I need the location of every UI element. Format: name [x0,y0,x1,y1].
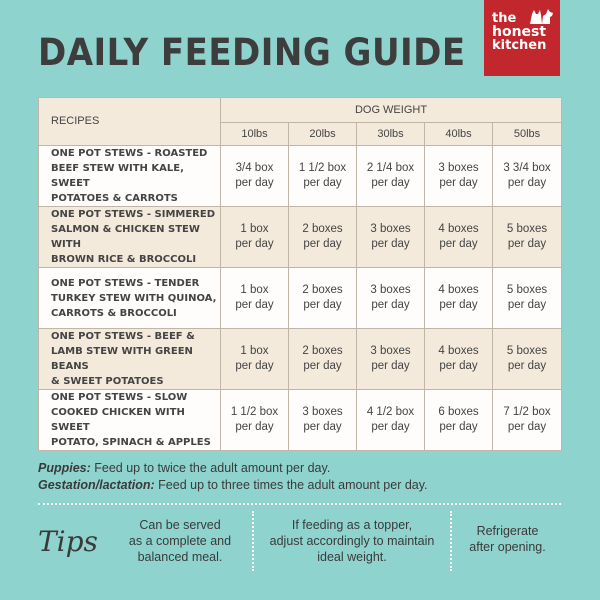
note-text: Feed up to three times the adult amount per day. [154,478,428,492]
amount-line: 6 boxes [438,406,479,418]
recipe-name-line: ONE POT STEWS - BEEF & [51,331,195,342]
amount-line: per day [371,421,410,433]
logo-line-1: the [492,11,517,26]
amount-cell [221,329,289,390]
tip-line: ideal weight. [317,550,387,564]
amount-cell [493,207,562,268]
recipe-name [39,390,221,451]
amount-cell [289,268,357,329]
amount-line: per day [507,238,547,250]
recipe-name-line: SALMON & CHICKEN STEW WITH [51,224,200,250]
recipe-name-line: COOKED CHICKEN WITH SWEET [51,407,185,433]
feeding-table [38,97,562,451]
amount-line: 4 boxes [438,223,479,235]
amount-cell [289,390,357,451]
amount-line: 1 box [240,223,269,235]
feeding-notes [38,460,568,494]
tips-section [38,511,561,581]
amount-line: per day [439,299,478,311]
tip-divider [450,511,452,571]
amount-line: 1 1/2 box [298,162,347,174]
amount-line: per day [235,360,274,372]
note-puppies [38,460,568,477]
amount-cell [221,207,289,268]
amount-line: per day [439,360,478,372]
amount-line: 7 1/2 box [503,406,551,418]
cat-dog-icon [528,6,554,26]
weight-header-30lbs: 30lbs [357,123,425,146]
dog-weight-header: DOG WEIGHT [221,98,562,123]
amount-line: per day [235,177,274,189]
table-row [39,268,562,329]
recipe-name-line: BROWN RICE & BROCCOLI [51,254,197,265]
recipe-name-line: ONE POT STEWS - SLOW [51,392,188,403]
weight-header-50lbs: 50lbs [493,123,562,146]
amount-cell [425,146,493,207]
logo-line-3: kitchen [492,38,547,53]
note-label: Gestation/lactation: [38,478,155,492]
amount-line: 3 boxes [302,406,343,418]
tip-refrigerate [454,523,561,555]
weight-header-20lbs: 20lbs [289,123,357,146]
recipe-name-line: ONE POT STEWS - ROASTED [51,148,208,159]
amount-cell [357,329,425,390]
amount-line: 4 1/2 box [366,406,415,418]
amount-cell [289,329,357,390]
amount-line: 2 boxes [302,345,343,357]
weight-header-10lbs: 10lbs [221,123,289,146]
amount-line: 2 1/4 box [366,162,415,174]
recipe-name [39,329,221,390]
note-text: Feed up to twice the adult amount per day. [90,461,331,475]
amount-line: per day [439,238,478,250]
amount-line: 3 boxes [370,223,411,235]
tip-served [114,517,246,565]
amount-line: per day [507,299,547,311]
table-row [39,329,562,390]
amount-line: per day [235,238,274,250]
amount-cell [221,390,289,451]
amount-cell [221,146,289,207]
recipe-name-line: POTATO, SPINACH & APPLES [51,437,211,448]
recipe-name-line: LAMB STEW WITH GREEN BEANS [51,346,193,372]
amount-line: 1 box [240,345,269,357]
amount-line: 5 boxes [506,284,548,296]
amount-cell [425,329,493,390]
amount-line: 5 boxes [506,223,548,235]
note-gestation [38,477,568,494]
page-title: DAILY FEEDING GUIDE [38,31,466,74]
recipe-name-line: CARROTS & BROCCOLI [51,307,177,319]
amount-line: per day [371,238,410,250]
recipe-name-line: ONE POT STEWS - TENDER [51,277,200,289]
tip-line: If feeding as a topper, [291,518,413,532]
recipe-name-line: BEEF STEW WITH KALE, SWEET [51,163,184,189]
logo-line-2: honest [492,24,547,40]
amount-line: per day [507,360,547,372]
amount-line: per day [439,177,478,189]
amount-cell [425,268,493,329]
amount-cell [425,390,493,451]
recipe-name [39,207,221,268]
tip-line: adjust accordingly to maintain [269,534,435,548]
amount-cell [425,207,493,268]
amount-line: per day [439,421,478,433]
amount-line: per day [371,360,410,372]
amount-line: 3/4 box [235,162,274,174]
note-label: Puppies: [38,461,91,475]
amount-line: per day [507,421,547,433]
amount-line: per day [235,421,274,433]
amount-line: 3 3/4 box [503,162,551,174]
tip-line: balanced meal. [137,550,223,564]
amount-cell [289,207,357,268]
amount-cell [493,146,562,207]
amount-cell [357,268,425,329]
tip-line: Refrigerate [476,524,539,538]
amount-cell [493,329,562,390]
amount-cell [357,207,425,268]
amount-line: 1 box [240,284,269,296]
amount-line: 1 1/2 box [230,406,279,418]
recipe-name-line: POTATOES & CARROTS [51,193,178,204]
amount-line: 3 boxes [370,284,411,296]
amount-cell [493,268,562,329]
amount-line: 4 boxes [438,345,479,357]
brand-logo [484,0,560,76]
tip-divider [252,511,254,571]
amount-line: per day [507,177,547,189]
recipe-name-line: TURKEY STEW WITH QUINOA, [51,292,217,304]
weight-header-40lbs: 40lbs [425,123,493,146]
amount-line: 2 boxes [302,223,343,235]
amount-line: per day [371,177,410,189]
recipe-name [39,146,221,207]
tips-label: Tips [38,525,98,558]
recipes-header: RECIPES [39,98,221,146]
amount-line: 2 boxes [302,284,343,296]
amount-cell [493,390,562,451]
recipe-name [39,268,221,329]
amount-line: per day [371,299,410,311]
amount-line: 5 boxes [506,345,548,357]
amount-cell [357,146,425,207]
table-row [39,146,562,207]
amount-line: per day [303,421,342,433]
amount-line: per day [303,299,342,311]
tip-line: after opening. [469,540,546,554]
recipe-name-line: ONE POT STEWS - SIMMERED [51,209,216,220]
amount-line: 3 boxes [370,345,411,357]
amount-line: per day [303,238,342,250]
tip-line: Can be served [139,518,221,532]
amount-cell [221,268,289,329]
amount-line: 3 boxes [438,162,479,174]
recipe-name-line: & SWEET POTATOES [51,376,164,387]
tip-line: as a complete and [128,534,232,548]
table-row [39,207,562,268]
amount-line: 4 boxes [438,284,479,296]
amount-line: per day [303,360,342,372]
amount-line: per day [303,177,342,189]
tip-topper [256,517,448,565]
table-row [39,390,562,451]
amount-cell [289,146,357,207]
divider-top [38,503,561,505]
amount-cell [357,390,425,451]
amount-line: per day [235,299,274,311]
